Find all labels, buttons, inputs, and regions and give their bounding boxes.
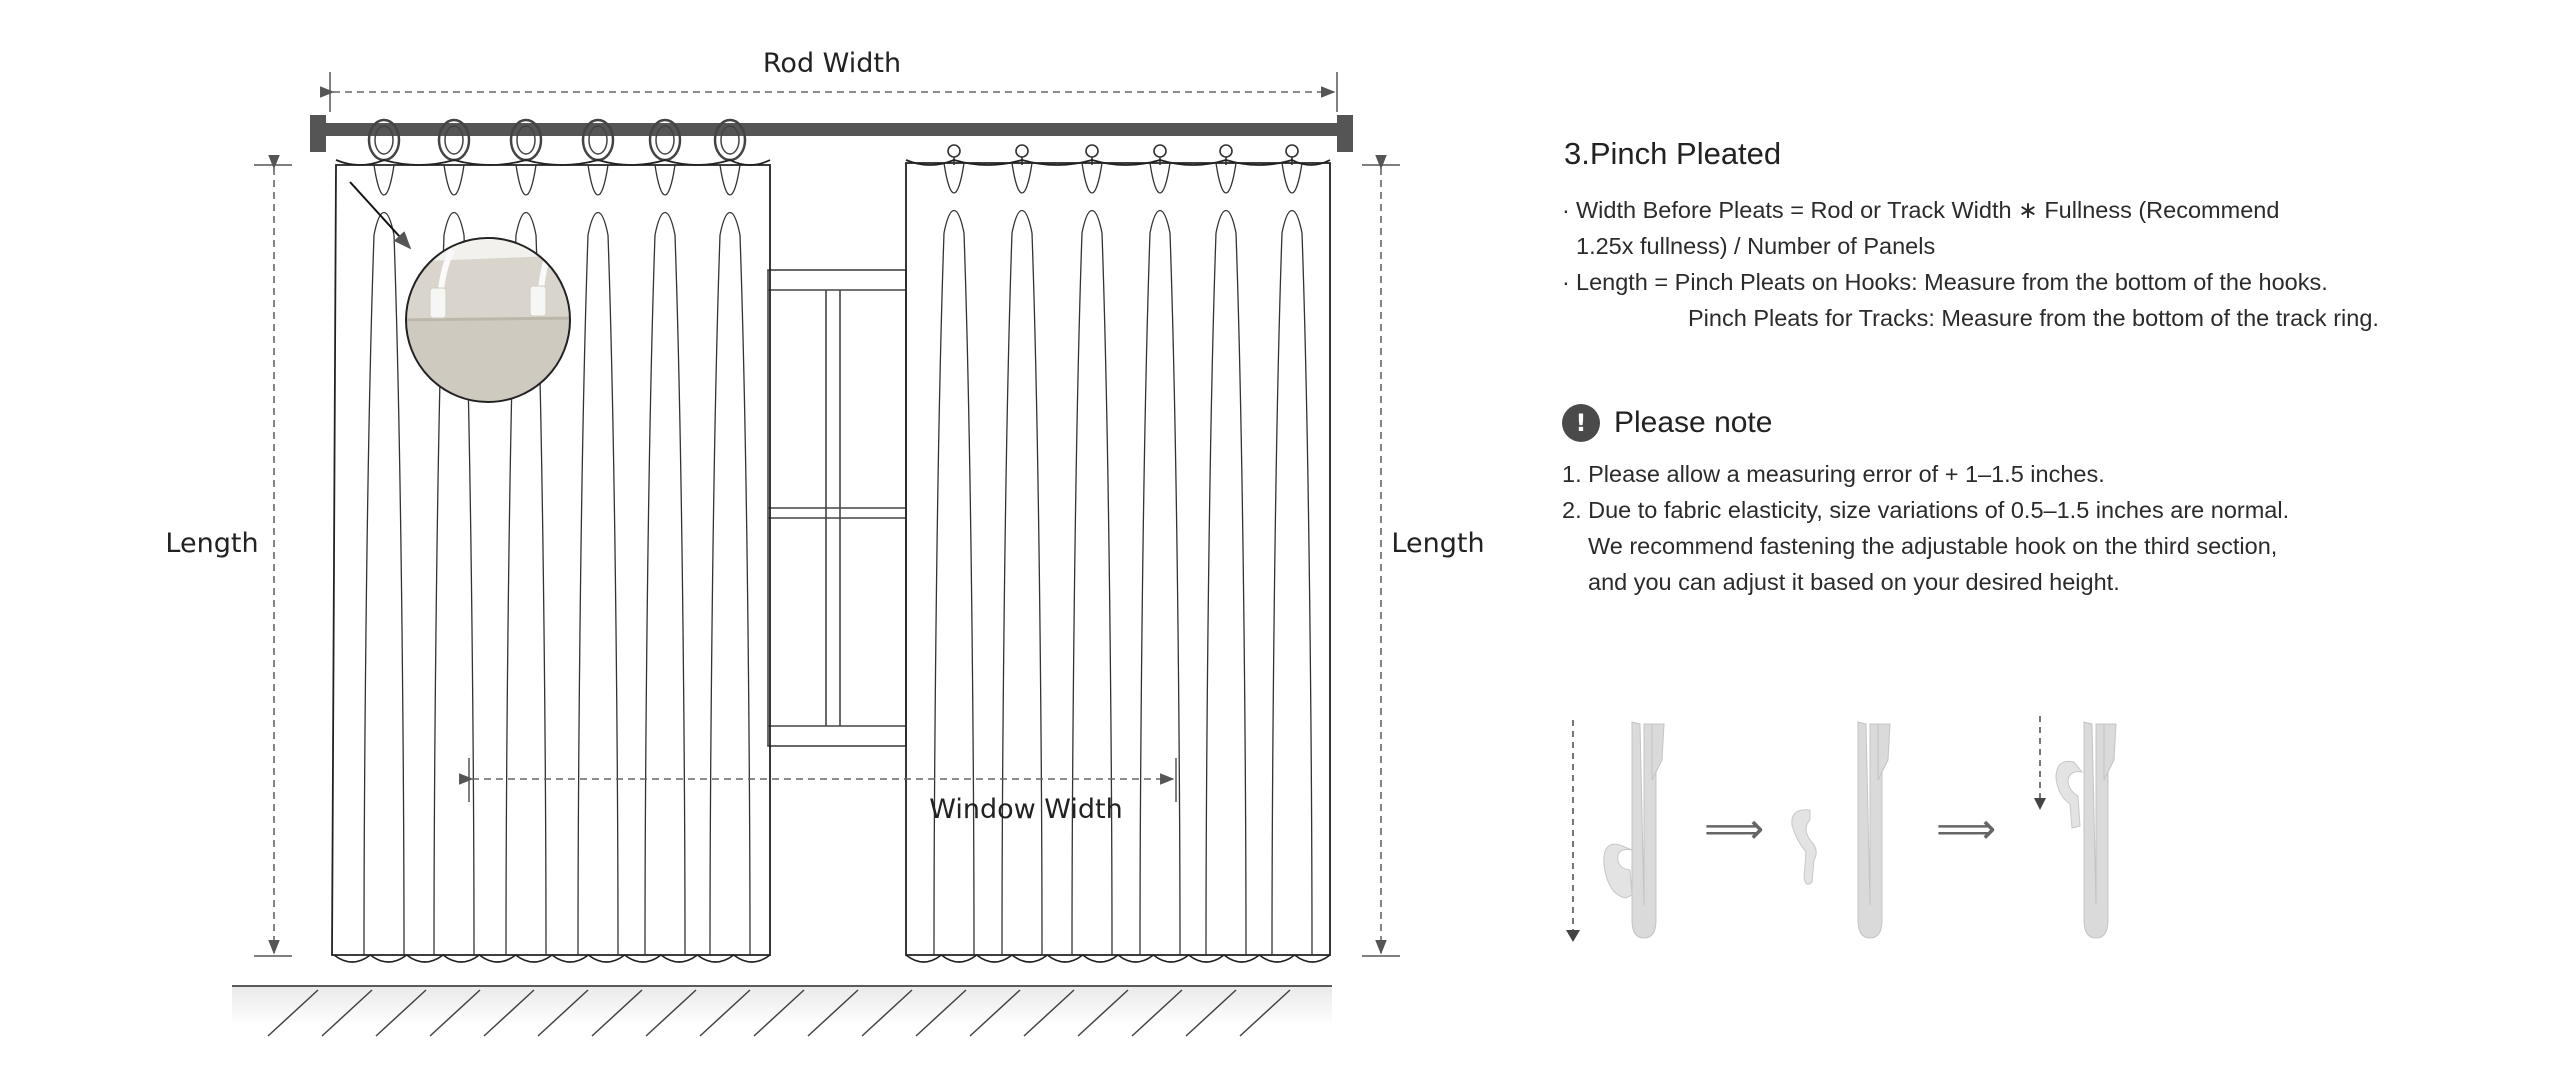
length-left-label: Length — [165, 528, 259, 559]
hook-step-2 — [1792, 722, 1890, 938]
pleat — [710, 165, 750, 955]
down-arrow-icon — [1566, 930, 1580, 942]
note-item-2-line2: We recommend fastening the adjustable hook on the third section, — [1588, 533, 2278, 559]
instructions-panel — [1562, 136, 2522, 600]
curtain-hook — [1154, 145, 1166, 157]
bullet-dot: · — [1562, 197, 1570, 223]
note-title: Please note — [1614, 406, 1773, 439]
curtain-hook — [1286, 145, 1298, 157]
note-header — [1562, 404, 2522, 442]
curtain-hook — [1016, 145, 1028, 157]
pleat — [1002, 163, 1042, 955]
width-formula-line1: Width Before Pleats = Rod or Track Width ∗ Fullness (Recommend — [1576, 197, 2280, 223]
step-arrow-1: ⟹ — [1704, 804, 1765, 853]
hook-step-1 — [1566, 720, 1664, 942]
step-arrow-2: ⟹ — [1936, 804, 1997, 853]
exclamation-icon: ! — [1562, 404, 1600, 442]
window-frame — [768, 270, 906, 746]
pleat — [364, 165, 404, 955]
rod-width-label: Rod Width — [762, 48, 902, 79]
pleat — [1140, 163, 1180, 955]
length-formula-line1: Length = Pinch Pleats on Hooks: Measure from the bottom of the hooks. — [1576, 269, 2328, 295]
down-arrow-icon — [2034, 798, 2046, 810]
curtain-hook — [1220, 145, 1232, 157]
pleat — [1206, 163, 1246, 955]
curtain-rod — [310, 115, 1353, 152]
note-item-2-line3: and you can adjust it based on your desired height. — [1588, 569, 2120, 595]
fabric-detail-inset — [350, 182, 580, 420]
left-curtain-panel — [332, 120, 770, 962]
pleat — [645, 165, 685, 955]
note-section — [1562, 404, 2522, 600]
pleat — [578, 165, 618, 955]
right-curtain-panel — [906, 145, 1330, 962]
hook-step-3 — [2034, 716, 2116, 938]
pleat — [1072, 163, 1112, 955]
hook-adjustment-steps — [1540, 700, 2140, 950]
length-bullet — [1562, 264, 2522, 300]
pleat — [1272, 163, 1312, 955]
curtain-hook — [1086, 145, 1098, 157]
bullet-dot: · — [1562, 269, 1570, 295]
section-title: 3.Pinch Pleated — [1564, 136, 1782, 171]
window-width-label: Window Width — [929, 794, 1123, 825]
width-formula-line2: 1.25x fullness) / Number of Panels — [1576, 233, 1936, 259]
length-formula-line2: Pinch Pleats for Tracks: Measure from the bottom of the track ring. — [1688, 305, 2379, 331]
note-item-2-line1: 2. Due to fabric elasticity, size variations of 0.5–1.5 inches are normal. — [1562, 497, 2290, 523]
width-bullet — [1562, 192, 2522, 228]
floor — [232, 986, 1332, 1036]
curtain-hook — [948, 145, 960, 157]
length-right-label: Length — [1391, 528, 1485, 559]
note-item-1: 1. Please allow a measuring error of + 1–1.5 inches. — [1562, 461, 2105, 487]
length-right-dimension — [1362, 165, 1400, 956]
pleat — [934, 163, 974, 955]
length-left-dimension — [254, 165, 292, 956]
